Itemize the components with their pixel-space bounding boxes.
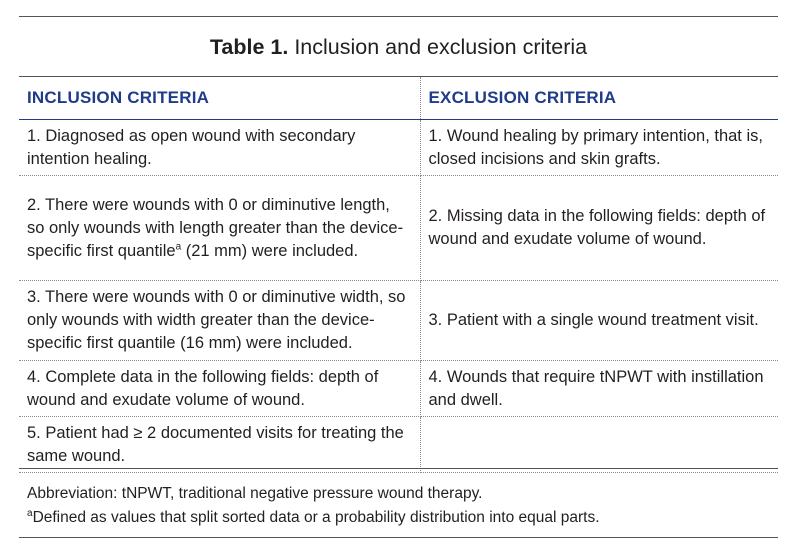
table-caption: Inclusion and exclusion criteria — [294, 35, 588, 59]
inclusion-cell: 4. Complete data in the following fields: depth of wound and exudate volume of wound. — [19, 361, 420, 417]
table-row — [19, 120, 778, 176]
table-row — [19, 176, 778, 281]
inclusion-text: 2. There were wounds with 0 or diminutive length, so only wounds with length greater than the device-specific first quantile — [27, 195, 404, 260]
inclusion-cell — [19, 176, 420, 281]
abbreviation-note: Abbreviation: tNPWT, traditional negative pressure wound therapy. — [27, 485, 483, 502]
table-row — [19, 417, 778, 473]
exclusion-header: EXCLUSION CRITERIA — [420, 77, 778, 120]
header-row — [19, 77, 778, 120]
exclusion-cell: 2. Missing data in the following fields: depth of wound and exudate volume of wound. — [420, 176, 778, 281]
definition-text: Defined as values that split sorted data or a probability distribution into equal parts. — [32, 509, 600, 526]
footnote-marker: a — [27, 507, 33, 519]
definition-note — [27, 506, 770, 530]
inclusion-header: INCLUSION CRITERIA — [19, 77, 420, 120]
exclusion-cell: 3. Patient with a single wound treatment visit. — [420, 281, 778, 361]
exclusion-cell: 4. Wounds that require tNPWT with instillation and dwell. — [420, 361, 778, 417]
exclusion-cell: 1. Wound healing by primary intention, that is, closed incisions and skin grafts. — [420, 120, 778, 176]
table-title — [19, 33, 778, 61]
top-rule — [19, 16, 778, 17]
exclusion-cell — [420, 417, 778, 473]
table-footnotes — [19, 468, 778, 530]
criteria-table — [19, 76, 778, 473]
inclusion-cell: 1. Diagnosed as open wound with secondary intention healing. — [19, 120, 420, 176]
table-row — [19, 361, 778, 417]
bottom-rule — [19, 537, 778, 538]
inclusion-cell: 3. There were wounds with 0 or diminutive width, so only wounds with width greater than the device-specific first quantile (16 mm) were included. — [19, 281, 420, 361]
table-row — [19, 281, 778, 361]
footnote-marker: a — [175, 241, 182, 252]
table-label: Table 1. — [209, 35, 289, 59]
inclusion-text-end: (21 mm) were included. — [181, 241, 359, 260]
inclusion-cell: 5. Patient had ≥ 2 documented visits for treating the same wound. — [19, 417, 420, 473]
